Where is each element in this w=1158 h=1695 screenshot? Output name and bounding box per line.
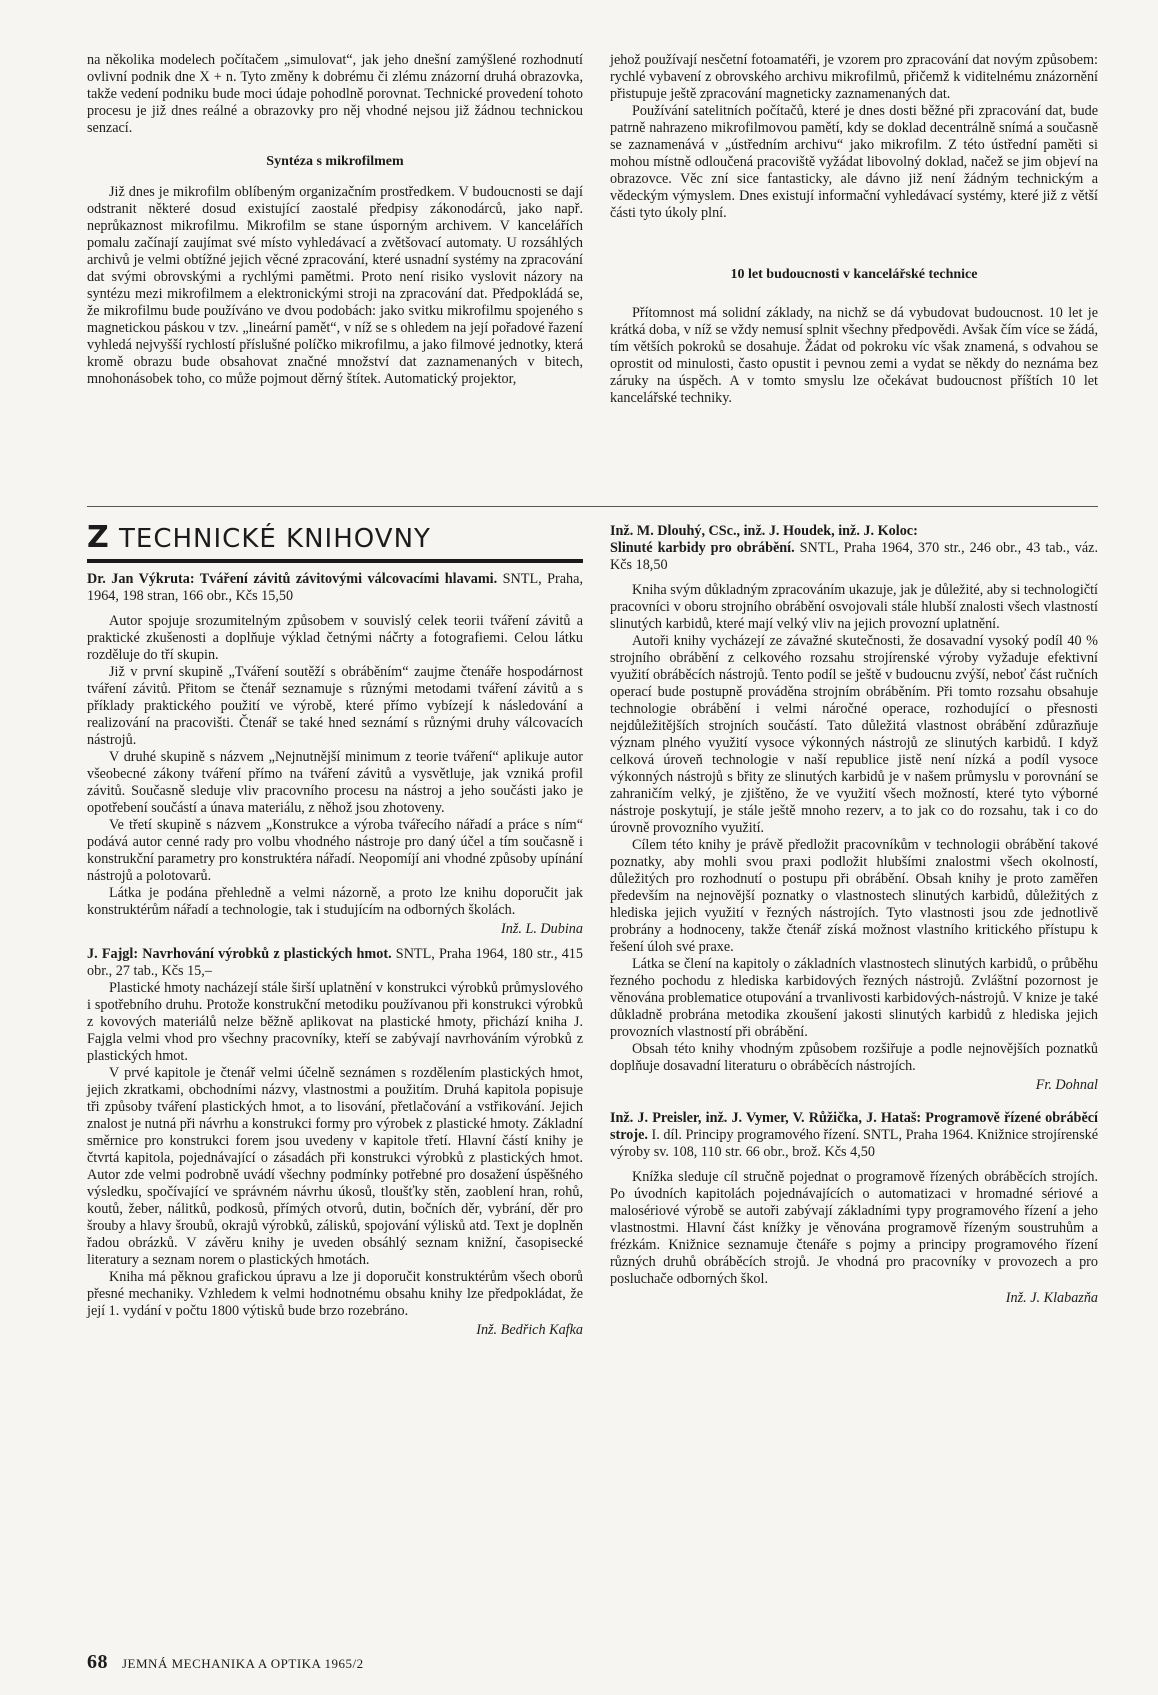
book-citation-authors: Inž. M. Dlouhý, CSc., inž. J. Houdek, inž. J. Koloc: bbox=[610, 523, 918, 539]
top-left-column bbox=[87, 52, 583, 388]
reviewer-signature: Inž. Bedřich Kafka bbox=[476, 1322, 583, 1338]
book-citation-title: Slinuté karbidy pro obrábění. bbox=[610, 540, 795, 556]
article-paragraph: Již dnes je mikrofilm oblíbeným organizačním prostředkem. V budoucnosti se dají odstranit některé dosud existující zaostalé předpisy zákonodárců, jako např. neprůkaznost mikrofilmu. Mikrofilm se stane úsporným archivem. V kancelářích pomalu začínají zaujímat své místo vyhledávací a zvětšovací automaty. U rozsáhlých archivů je velmi obtížné jejich věcné zpracování, které usnadní systémy na zpracování dat svými obrovskými a rychlými pamětmi. Proto není risiko vyslovit názory na syntézu mezi mikrofilmem a elektronickými stroji na zpracování dat. Předpokládá se, že mikrofilmu bude používáno ve dvou podobách: jako svitku mikrofilmu spojeného s magnetickou páskou v tzv. „lineární pamět“, v níž se s ohledem na její pořadové řazení vyhledá nejvyšší rychlostí příslušné políčko mikrofilmu, a jako filmové jednotky, která kromě obrazu bude obsahovat značné množství dat zaznamenaných v bitech, mnohonásobek toho, co může pojmout děrný štítek. Automatický projektor, bbox=[87, 184, 583, 387]
article-paragraph: Používání satelitních počítačů, které je dnes dosti běžné při zpracování dat, bude patrně nahrazeno mikrofilmovou pamětí, kdy se doklad decentrálně snímá a současně se zaznamenává v „ústředním archivu“ jako mikrofilm. Z této ústřední paměti si mohou místně odloučená pracoviště vyžádat libovolný doklad, načež se jim objeví na obrazovce. Věc zní sice fantasticky, ale dávno již není žádným technickým a vědeckým výmyslem. Dnes existují informační vyhledávací systémy, které již z větší části tyto úkoly plní. bbox=[610, 103, 1098, 221]
book-citation bbox=[610, 1110, 1098, 1161]
review-paragraph: Kniha má pěknou grafickou úpravu a lze ji doporučit konstruktérům všech oborů přesné mechaniky. Vzhledem k velmi hodnotnému obsahu knihy lze předpokládat, že její 1. vydání v počtu 1800 výtisků bude brzo rozebráno. bbox=[87, 1269, 583, 1319]
book-citation bbox=[87, 946, 583, 980]
review-paragraph: Látka se člení na kapitoly o základních vlastnostech slinutých karbidů, o průběhu řezného pochodu z hlediska karbidových řezných nástrojů. Zvláštní pozornost je věnována problematice otupování a trvanlivosti karbidových-nástrojů. V knize je také důkladně probrána metodika zkoušení jakosti slinutých karbidů z hlediska jejich provozních vlastností při obrábění. bbox=[610, 956, 1098, 1040]
review-paragraph: Cílem této knihy je právě předložit pracovníkům v technologii obrábění takové poznatky, aby mohli svou praxi podložit hlubšími znalostmi všech okolností, důležitých pro rozhodnutí o postupu při obrábění. Obsah knihy je proto zaměřen především na nejnovější poznatky o vlastnostech slinutých karbidů, důležitých z hlediska jejich využití v řezných nástrojích. Tyto vlastnosti jsou zde jednotlivě probrány a hodnoceny, takže čtenář získá možnost vlastního kritického přístupu k řešení úloh své praxe. bbox=[610, 837, 1098, 955]
review-paragraph: Knížka sleduje cíl stručně pojednat o programově řízených obráběcích strojích. Po úvodních kapitolách pojednávajících o automatizaci v hromadné sériové a malosériové výrobě se autoři zabývají základními typy programového řízení a jeho vlastnostmi. Hlavní část knížky je věnována programově řízeným soustruhům a frézkám. Knižnice seznamuje čtenáře s pojmy a principy programového řízení různých druhů obráběcích strojů. Je vhodná pro pracovníky v provozech a pro posluchače odborných škol. bbox=[610, 1169, 1098, 1287]
subheading-synteza: Syntéza s mikrofilmem bbox=[266, 154, 404, 169]
book-citation-details: SNTL, Praha, 1964, 198 stran, 166 obr., Kčs 15,50 bbox=[87, 571, 583, 604]
reviewer-signature: Inž. L. Dubina bbox=[501, 921, 583, 937]
review-paragraph: V prvé kapitole je čtenář velmi účelně seznámen s rozdělením plastických hmot, jejich zkratkami, obchodními názvy, vlastnostmi a použitím. Druhá kapitola popisuje tři způsoby tváření plastických hmot, a to lisování, přetlačování a vstřikování. Jejich znalost je nutná při návrhu a konstrukci formy pro výrobek z plastické hmoty. Základní směrnice pro konstrukci forem jsou uvedeny v kapitole třetí. Hlavní částí knihy je čtvrtá kapitola, pojednávající o zásadách při konstrukci výrobků z plastických hmot. Autor zde velmi podrobně uvádí všechny podmínky potřebné pro dosažení úspěšného výsledku, spočívající ve správném návrhu úkosů, tloušťky stěn, zaoblení hran, rohů, koutů, žeber, nálitků, podkosů, přímých otvorů, dutin, bočních děr, vybrání, děr pro šrouby a hlavy šroubů, okrajů výrobků, zálisků, spojování výlisků atd. Text je doplněn řadou obrázků. V závěru knihy je uveden obsáhlý seznam knižní, časopisecké literatury a seznam norem o plastických hmotách. bbox=[87, 1065, 583, 1268]
reviewer-signature: Fr. Dohnal bbox=[1035, 1077, 1098, 1093]
page-number: 68 bbox=[87, 1651, 108, 1673]
book-citation-details: SNTL, Praha 1964, 180 str., 415 obr., 27 tab., Kčs 15,– bbox=[87, 946, 583, 979]
review-paragraph: Již v první skupině „Tváření soutěží s obráběním“ zaujme čtenáře hospodárnost tváření závitů. Přitom se čtenář seznamuje s různými metodami tváření závitů a s příklady praktického použití ve výrobě, které přímo vybízejí k následování a realizování na pracovišti. Čtenář se také hned seznámí s různými druhy válcovacích nástrojů. bbox=[87, 664, 583, 748]
review-paragraph: Autor spojuje srozumitelným způsobem v souvislý celek teorii tváření závitů a praktické zkušenosti a doplňuje výklad četnými náčrty a fotografiemi. Celou látku rozděluje do tří skupin. bbox=[87, 613, 583, 663]
review-paragraph: Plastické hmoty nacházejí stále širší uplatnění v konstrukci výrobků průmyslového i spotřebního druhu. Protože konstrukční metodiku používanou při konstrukci výrobků z kovových materiálů nelze běžně aplikovat na plastické hmoty, přichází kniha J. Fajgla velmi vhod pro všechny pracovníky, kteří se zabývají navrhováním výrobků z plastických hmot. bbox=[87, 980, 583, 1064]
journal-name: JEMNÁ MECHANIKA A OPTIKA 1965/2 bbox=[122, 1656, 364, 1671]
review-paragraph: Látka je podána přehledně a velmi názorně, a proto lze knihu doporučit jak konstruktérům nářadí a technologie, tak i studujícím na odborných školách. bbox=[87, 885, 583, 918]
horizontal-divider bbox=[87, 506, 1098, 507]
review-paragraph: V druhé skupině s názvem „Nejnutnější minimum z teorie tváření“ aplikuje autor všeobecné zákony tváření přímo na tváření závitů a vysvětluje, jak vzniká profil závitů. Současně sleduje vliv pracovního procesu na nástroj a jeho součásti jako je opotřebení součástí a únava materiálu, z něhož jsou zhotoveny. bbox=[87, 749, 583, 816]
page-footer bbox=[87, 1651, 364, 1674]
bottom-left-column bbox=[87, 571, 583, 1347]
subheading-10-let: 10 let budoucnosti v kancelářské technice bbox=[730, 267, 978, 282]
section-title-initial: Z bbox=[87, 520, 110, 555]
book-citation-title: J. Fajgl: Navrhování výrobků z plastických hmot. bbox=[87, 946, 392, 962]
review-paragraph: Ve třetí skupině s názvem „Konstrukce a výroba tvářecího nářadí a práce s ním“ podává autor cenné rady pro volbu vhodného nástroje pro daný účel a tím současně i konstrukční parametry pro konstruktéra nářadí. Neopomíjí ani vhodné způsoby upínání nástrojů a polotovarů. bbox=[87, 817, 583, 884]
book-citation-title: Inž. J. Preisler, inž. J. Vymer, V. Růžička, J. Hataš: Programově řízené obráběcí stroje. bbox=[610, 1110, 1098, 1143]
review-paragraph: Kniha svým důkladným zpracováním ukazuje, jak je důležité, aby si technologičtí pracovníci v oboru strojního obrábění osvojovali stále hlubší znalosti všech vlastností slinutých karbidů, které mají velký vliv na jejich provozní uplatnění. bbox=[610, 582, 1098, 632]
bottom-right-column bbox=[610, 523, 1098, 1315]
article-paragraph: na několika modelech počítačem „simulovat“, jak jeho dnešní zamýšlené rozhodnutí ovlivní podnik dne X + n. Tyto změny k dobrému či zlému znázorní druhá obrazovka, takže vedení podniku bude moci údaje pohodlně porovnat. Technické provedení tohoto procesu je již dnes reálné a obrazovky pro něj vhodné nejsou již žádnou technickou senzací. bbox=[87, 52, 583, 136]
section-title bbox=[87, 520, 583, 555]
book-citation-details: SNTL, Praha 1964, 370 str., 246 obr., 43 tab., váz. Kčs 18,50 bbox=[610, 540, 1099, 573]
book-citation-title: Dr. Jan Výkruta: Tváření závitů závitovými válcovacími hlavami. bbox=[87, 571, 498, 587]
book-citation bbox=[87, 571, 583, 605]
section-title-rule bbox=[87, 559, 583, 563]
article-paragraph: jehož používají nesčetní fotoamatéři, je vzorem pro zpracování dat novým způsobem: rychlé vybavení z obrovského archivu mikrofilmů, přičemž k viditelnému znázornění přistupuje ještě zpracování magneticky zaznamenaných dat. bbox=[610, 52, 1098, 102]
review-paragraph: Obsah této knihy vhodným způsobem rozšiřuje a podle nejnovějších poznatků doplňuje dosavadní literaturu o obráběcích nástrojích. bbox=[610, 1041, 1098, 1074]
book-citation bbox=[610, 523, 1098, 574]
section-title-text: TECHNICKÉ KNIHOVNY bbox=[109, 524, 431, 554]
article-paragraph: Přítomnost má solidní základy, na nichž se dá vybudovat budoucnost. 10 let je krátká doba, v níž se vždy nemusí splnit všechny předpovědi. Avšak čím více se žádá, tím větších pokroků se dosahuje. Žádat od pokroku víc však znamená, s odvahou se oprostit od minulosti, často opustit i pevnou zemi a vydat se někdy do neznáma bez záruky na úspěch. A v tomto smyslu lze očekávat budoucnost příštích 10 let kancelářské techniky. bbox=[610, 305, 1098, 406]
reviewer-signature: Inž. J. Klabazňa bbox=[1005, 1290, 1098, 1306]
review-paragraph: Autoři knihy vycházejí ze závažné skutečnosti, že dosavadní vysoký podíl 40 % strojního obrábění z celkového rozsahu strojírenské výroby vyžaduje efektivní využití obráběcích nástrojů. Tento podíl se ještě v budoucnu zvýší, neboť část ručních operací bude postupně prováděna strojním obráběním. Při tomto rozsahu obsahuje technologie obrábění i velmi náročné operace, rozhodující o přesnosti nejdůležitějších strojních součástí. Tato důležitá vlastnost obrábění zdůrazňuje význam plného využití vysoce výkonných nástrojů ze slinutých karbidů. I když celková úroveň technologie v naší republice jistě není nízká a podíl vysoce výkonných nástrojů s břity ze slinutých karbidů je v našem průmyslu v porovnání se zahraničím velký, je zjištěno, že ve využití všech možností, které tyto výborné nástroje poskytují, je stále ještě mnoho rezerv, a to jak co do rozsahu, tak i co do úrovně provozního využití. bbox=[610, 633, 1098, 836]
top-right-column bbox=[610, 52, 1098, 407]
book-citation-details: I. díl. Principy programového řízení. SNTL, Praha 1964. Knižnice strojírenské výroby sv. 108, 110 str. 66 obr., brož. Kčs 4,50 bbox=[610, 1127, 1098, 1160]
